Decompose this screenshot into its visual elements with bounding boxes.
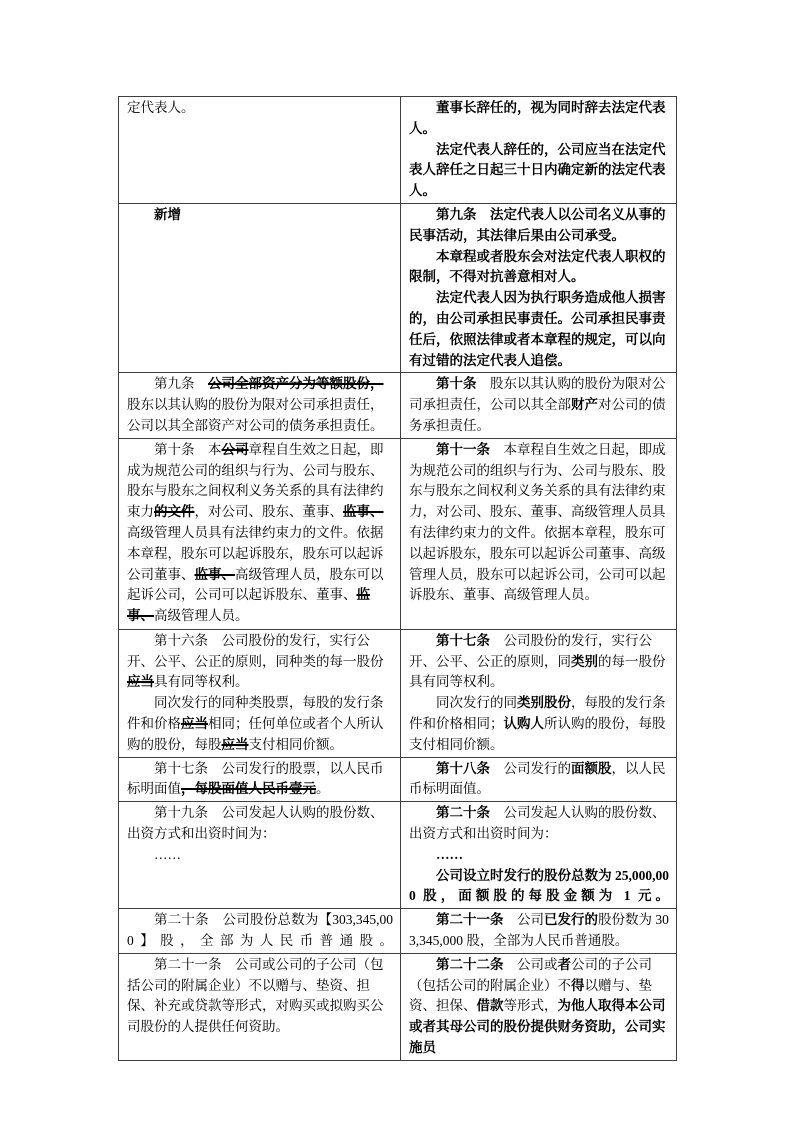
text-run: 应当 [181,715,208,731]
old-version-cell [119,757,401,802]
text-run: 高级管理人员，股东可以起诉公司，公司可以起诉股东、董事、 [127,566,384,603]
paragraph [127,98,393,119]
text-run: 股份数为 303,345,000 股，全部为人民币普通股。 [409,912,669,948]
text-run: 得 [571,977,585,993]
text-run: 应当 [127,674,154,690]
text-run: 支付相同价额。 [248,736,343,752]
text-run: 高级管理人员。 [154,608,249,624]
text-run: 面额股 [571,760,612,776]
new-version-cell [401,953,677,1060]
text-run: 第九条 法定代表人以公司名义从事的民事活动，其法律后果由公司承受。 [409,207,666,243]
new-version-cell [401,909,677,954]
text-run: 第二十二条 [436,956,504,972]
table-row [119,629,677,757]
text-run: 法定代表人辞任的，公司应当在法定代表人辞任之日起三十日内确定新的法定代表人。 [409,141,666,199]
paragraph [409,955,669,1059]
text-run: 公司 [503,912,544,928]
text-run: ，以人民币标明面值。 [409,760,666,797]
text-run: 对公司的债务承担责任。 [409,397,666,433]
text-run: 相同；任何单位或者个人所认购的股份，每股 [127,715,384,752]
paragraph [409,288,669,371]
text-run: 第十八条 [436,760,490,776]
paragraph [409,803,669,845]
new-version-cell [401,97,677,204]
text-run: ，每股的发行条件和价格相同； [409,695,666,731]
paragraph [127,803,393,845]
table-row [119,438,677,629]
new-version-cell [401,204,677,373]
text-run: 股东以其认购的股份为限对公司承担责任，公司以其全部 [409,376,666,413]
text-run: 同次发行的同 [436,695,517,711]
paragraph [409,910,669,952]
paragraph [409,98,669,140]
text-run: 监事、 [194,566,235,582]
text-run: 财产 [571,397,598,413]
text-run: 为他人取得本公司或者其母公司的股份提供财务资助，公司实施员 [409,998,666,1055]
text-run: 类别 [571,653,598,669]
text-run: 。 [316,781,330,797]
text-run: 第二十一条 公司或公司的子公司（包括公司的附属企业）不以赠与、垫资、担保、补充或贷款等形式，对购买或拟购买公司股份的人提供任何资助。 [127,956,384,1035]
text-run: 公司设立时发行的股份总数为 25,000,000 股，面额股的每股金额为 1 元。 [409,867,669,904]
new-version-cell [401,802,677,909]
text-run: 公司发行的 [490,760,571,776]
paragraph [127,955,393,1038]
text-run: 同次发行的同种类股票，每股的发行条件和价格 [127,695,384,731]
table-row [119,953,677,1060]
text-run: 本章程或者股东会对法定代表人职权的限制，不得对抗善意相对人。 [409,248,666,285]
new-version-cell [401,629,677,757]
paragraph [409,866,669,908]
text-run: 第十九条 公司发起人认购的股份数、出资方式和出资时间为： [127,805,384,841]
table-row [119,757,677,802]
text-run: 以赠与、垫资、担保、 [409,977,652,1014]
table-row [119,373,677,438]
text-run: 定代表人。 [127,100,195,115]
table-row [119,97,677,204]
paragraph [127,693,393,755]
text-run: 公司发起人认购的股份数、出资方式和出资时间为： [409,805,666,841]
text-run: 具有同等权利。 [154,674,249,690]
text-run: 认购人 [503,715,544,731]
text-run: 应当 [221,736,249,752]
text-run: ，每股面值人民币壹元 [181,781,316,797]
text-run: 已发行的 [544,912,598,928]
text-run: 章程自生效之日起，即成为规范公司的组织与行为、公司与股东、股东与股东之间权利义务关系的具有法律约束力 [127,441,384,520]
paragraph [127,631,393,693]
old-version-cell [119,909,401,954]
text-run: …… [154,846,181,862]
text-run: 高级管理人员具有法律约束力的文件。依据本章程，股东可以起诉股东，股东可以起诉公司董事、 [127,524,384,582]
text-run: 法定代表人因为执行职务造成他人损害的，由公司承担民事责任。公司承担民事责任后，依照法律或者本章程的规定，可以向有过错的法定代表人追偿。 [409,290,666,368]
text-run: 第九条 [154,376,208,392]
comparison-table-body [119,97,677,1061]
new-version-cell [401,438,677,629]
text-run: 公司或 [503,956,558,972]
comparison-table [118,96,677,1061]
text-run: 监事、 [343,504,384,520]
text-run: 第十一条 [436,441,490,457]
text-run: 第十条 本 [154,441,222,457]
text-run: 类别股份 [517,695,571,711]
new-version-cell [401,757,677,802]
text-run: 公司全部资产分为等额股份， [208,376,384,392]
paragraph [409,374,669,436]
text-run: 者 [557,956,571,972]
text-run: 第十六条 公司股份的发行，实行公开、公平、公正的原则，同种类的每一股份 [127,632,384,669]
text-run: 第十七条 [436,632,490,648]
paragraph [409,140,669,202]
paragraph [409,759,669,801]
old-version-cell [119,953,401,1060]
text-run: 公司股份的发行，实行公开、公平、公正的原则，同 [409,632,652,669]
old-version-cell [119,438,401,629]
text-run: 第二十一条 [436,912,504,928]
text-run: 第二十条 [436,805,490,821]
text-run: 第十七条 公司发行的股票，以人民币标明面值 [127,760,384,797]
table-row [119,204,677,373]
table-row [119,802,677,909]
old-version-cell [119,629,401,757]
paragraph [409,631,669,693]
text-run: 股东以其认购的股份为限对公司承担责任，公司以其全部资产对公司的债务承担责任。 [127,397,384,433]
paragraph [127,205,393,226]
old-version-cell [119,204,401,373]
paragraph [409,440,669,606]
text-run: 等形式， [503,998,558,1014]
old-version-cell [119,802,401,909]
paragraph [409,845,669,866]
text-run: 的每一股份具有同等权利。 [409,653,666,690]
new-version-cell [401,373,677,438]
paragraph [127,374,393,436]
paragraph [127,845,393,866]
old-version-cell [119,373,401,438]
text-run: 第二十条 公司股份总数为【303,345,000】股，全部为人民币普通股。 [127,912,393,948]
paragraph [409,205,669,247]
text-run: 第十条 [436,376,477,392]
text-run: 新增 [154,207,181,222]
paragraph [409,693,669,755]
paragraph [127,759,393,801]
paragraph [127,910,393,952]
old-version-cell [119,97,401,204]
text-run: 借款 [476,998,504,1014]
text-run: ，对公司、股东、董事、 [194,504,343,520]
text-run: 公司的子公司（包括公司的附属企业）不 [409,956,652,993]
paragraph [127,440,393,627]
text-run: 公司 [221,441,249,457]
text-run: 的文件 [154,504,195,520]
table-row [119,909,677,954]
paragraph [409,247,669,289]
text-run: 本章程自生效之日起，即成为规范公司的组织与行为、公司与股东、股东与股东之间权利义务关系的具有法律约束力，对公司、股东、董事、高级管理人员具有法律约束力的文件。依据本章程，股东可以起诉股东，股东可以起诉公司董事、高级管理人员，股东可以起诉公司，公司可以起诉股东、董事、高级管理人员。 [409,441,666,603]
text-run: 所认购的股份，每股支付相同价额。 [409,715,666,752]
text-run: …… [436,846,463,862]
text-run: 监事、 [127,587,370,624]
text-run: 董事长辞任的，视为同时辞去法定代表人。 [409,100,666,136]
